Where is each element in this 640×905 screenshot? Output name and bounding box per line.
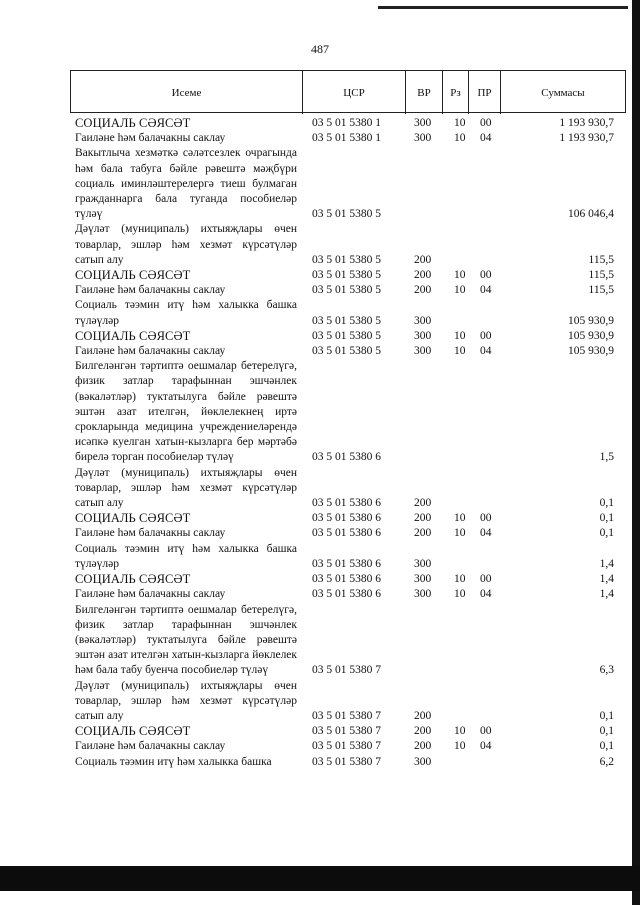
table-row — [0, 739, 640, 754]
row-vr: 300 — [414, 345, 432, 358]
row-sum: 1 193 930,7 — [559, 132, 614, 145]
row-name: Дәүләт (муниципаль) ихтыяҗлары өчен товарлар, эшләр һәм хезмәт күрсәтүләр сатып алу — [75, 223, 297, 266]
table-row — [0, 344, 640, 359]
table-row — [0, 587, 640, 602]
row-name: Гаиләне һәм балачакны саклау — [75, 740, 226, 753]
row-csr: 03 5 01 5380 6 — [312, 573, 381, 586]
row-csr: 03 5 01 5380 7 — [312, 755, 381, 768]
row-name: Гаиләне һәм балачакны саклау — [75, 527, 226, 540]
column-header-pr: ПР — [468, 71, 500, 114]
table-row — [0, 268, 640, 283]
top-scan-rule — [378, 6, 628, 9]
row-csr: 03 5 01 5380 5 — [312, 269, 381, 282]
table-row — [0, 146, 640, 222]
table-row — [0, 466, 640, 512]
row-name: СОЦИАЛЬ СӘЯСӘТ — [75, 328, 191, 343]
row-sum: 1 193 930,7 — [559, 117, 614, 129]
table-row — [0, 298, 640, 328]
row-name: СОЦИАЛЬ СӘЯСӘТ — [75, 268, 191, 283]
row-vr: 200 — [414, 527, 432, 540]
table-body — [0, 116, 640, 770]
table-row — [0, 222, 640, 268]
row-sum: 106 046,4 — [568, 208, 614, 221]
row-sum: 6,2 — [599, 755, 614, 768]
row-name: СОЦИАЛЬ СӘЯСӘТ — [75, 724, 191, 739]
row-csr: 03 5 01 5380 5 — [312, 284, 381, 297]
row-csr: 03 5 01 5380 6 — [312, 588, 381, 601]
row-name: Дәүләт (муниципаль) ихтыяҗлары өчен товарлар, эшләр һәм хезмәт күрсәтүләр сатып алу — [75, 679, 297, 722]
column-header-vr: ВР — [405, 71, 442, 114]
row-vr: 200 — [414, 269, 432, 282]
row-csr: 03 5 01 5380 1 — [312, 117, 381, 129]
row-vr: 200 — [414, 253, 432, 266]
table-row — [0, 131, 640, 146]
table-row — [0, 679, 640, 725]
row-vr: 200 — [414, 740, 432, 753]
row-sum: 0,1 — [599, 527, 614, 540]
bottom-scan-bar — [0, 866, 640, 891]
row-csr: 03 5 01 5380 5 — [312, 329, 381, 342]
row-name: Дәүләт (муниципаль) ихтыяҗлары өчен товарлар, эшләр һәм хезмәт күрсәтүләр сатып алу — [75, 466, 297, 510]
row-name: Гаиләне һәм балачакны саклау — [75, 345, 226, 358]
column-header-rz: Рз — [442, 71, 468, 114]
row-name: Гаиләне һәм балачакны саклау — [75, 132, 226, 145]
row-pr: 00 — [480, 512, 492, 525]
row-vr: 200 — [414, 725, 432, 738]
page-number: 487 — [311, 42, 329, 56]
row-pr: 04 — [480, 588, 492, 601]
column-header-sum: Суммасы — [500, 71, 625, 114]
row-rz: 10 — [454, 527, 466, 540]
row-sum: 0,1 — [599, 512, 614, 525]
table-row — [0, 603, 640, 679]
row-sum: 1,4 — [599, 557, 614, 570]
row-rz: 10 — [454, 512, 466, 525]
row-csr: 03 5 01 5380 7 — [312, 740, 381, 753]
row-rz: 10 — [454, 740, 466, 753]
row-vr: 200 — [414, 497, 432, 510]
row-csr: 03 5 01 5380 5 — [312, 314, 381, 327]
row-pr: 00 — [480, 117, 492, 129]
row-vr: 300 — [414, 573, 432, 586]
row-csr: 03 5 01 5380 7 — [312, 709, 381, 722]
row-vr: 300 — [414, 755, 432, 768]
row-pr: 00 — [480, 269, 492, 282]
row-csr: 03 5 01 5380 7 — [312, 664, 381, 677]
row-csr: 03 5 01 5380 6 — [312, 497, 381, 510]
table-row — [0, 283, 640, 298]
table-row — [0, 511, 640, 526]
row-pr: 04 — [480, 132, 492, 145]
table-row — [0, 572, 640, 587]
table-row — [0, 542, 640, 572]
column-header-csr: ЦСР — [302, 71, 405, 114]
row-vr: 300 — [414, 557, 432, 570]
row-rz: 10 — [454, 269, 466, 282]
row-csr: 03 5 01 5380 6 — [312, 451, 381, 464]
row-sum: 105 930,9 — [568, 345, 614, 358]
row-sum: 115,5 — [588, 253, 614, 266]
row-pr: 04 — [480, 284, 492, 297]
table-row — [0, 116, 640, 131]
row-vr: 300 — [414, 329, 432, 342]
row-rz: 10 — [454, 329, 466, 342]
column-header-name: Исеме — [171, 86, 202, 99]
row-pr: 04 — [480, 345, 492, 358]
table-row — [0, 724, 640, 739]
row-name: Социаль тәэмин итү һәм халыкка башка түләүләр — [75, 299, 297, 327]
row-vr: 200 — [414, 512, 432, 525]
row-csr: 03 5 01 5380 6 — [312, 527, 381, 540]
row-name: Билгеләнгән тәртиптә оешмалар бетерелүгә, физик затлар тарафыннан эшчәнлек (вәкаләтләр) туктатылуга бәйле рәвештә эштән азат ителгән, йөклелекнең иртә срокларында медицина учреждениеләрендә исәпкә куелган хатын-кызларга бер мәртәбә бирелә торган пособиеләр түләү — [75, 360, 297, 464]
row-sum: 6,3 — [599, 664, 614, 677]
row-csr: 03 5 01 5380 7 — [312, 725, 381, 738]
table-header — [70, 70, 626, 113]
row-sum: 105 930,9 — [568, 314, 614, 327]
row-name: Гаиләне һәм балачакны саклау — [75, 284, 226, 297]
table-row — [0, 359, 640, 465]
row-sum: 0,1 — [599, 725, 614, 738]
row-vr: 200 — [414, 284, 432, 297]
row-name: СОЦИАЛЬ СӘЯСӘТ — [75, 572, 191, 587]
row-sum: 0,1 — [599, 740, 614, 753]
row-pr: 00 — [480, 573, 492, 586]
row-sum: 1,4 — [599, 573, 614, 586]
row-sum: 1,5 — [599, 451, 614, 464]
row-csr: 03 5 01 5380 5 — [312, 345, 381, 358]
row-rz: 10 — [454, 117, 466, 129]
row-sum: 115,5 — [588, 269, 614, 282]
row-name: СОЦИАЛЬ СӘЯСӘТ — [75, 511, 191, 526]
row-name: СОЦИАЛЬ СӘЯСӘТ — [75, 116, 191, 130]
row-sum: 1,4 — [599, 588, 614, 601]
table-row — [0, 526, 640, 541]
row-name: Социаль тәэмин итү һәм халыкка башка — [75, 755, 272, 768]
row-name: Вакытлыча хезмәткә сәләтсезлек очрагында һәм бала табуга бәйле рәвештә мәҗбүри социаль иминләштерелергә тиеш булмаган гражданнарга бала туганда пособиеләр түләү — [75, 147, 297, 221]
row-vr: 300 — [414, 117, 432, 129]
row-rz: 10 — [454, 588, 466, 601]
row-rz: 10 — [454, 573, 466, 586]
row-name: Гаиләне һәм балачакны саклау — [75, 588, 226, 601]
row-vr: 300 — [414, 314, 432, 327]
row-csr: 03 5 01 5380 6 — [312, 512, 381, 525]
row-csr: 03 5 01 5380 6 — [312, 557, 381, 570]
row-vr: 300 — [414, 588, 432, 601]
row-rz: 10 — [454, 284, 466, 297]
row-csr: 03 5 01 5380 1 — [312, 132, 381, 145]
row-name: Социаль тәэмин итү һәм халыкка башка түләүләр — [75, 542, 297, 570]
row-pr: 00 — [480, 329, 492, 342]
row-name: Билгеләнгән тәртиптә оешмалар бетерелүгә, физик затлар тарафыннан эшчәнлек (вәкаләтләр) туктатылуга бәйле рәвештә эштән азат ителгән хатын-кызларга йөклелек һәм бала табу буенча пособиеләр түләү — [75, 603, 297, 677]
row-csr: 03 5 01 5380 5 — [312, 253, 381, 266]
row-pr: 04 — [480, 527, 492, 540]
table-row — [0, 329, 640, 344]
table-row — [0, 755, 640, 770]
row-csr: 03 5 01 5380 5 — [312, 208, 381, 221]
row-rz: 10 — [454, 345, 466, 358]
row-sum: 0,1 — [599, 709, 614, 722]
row-sum: 105 930,9 — [568, 329, 614, 342]
row-sum: 0,1 — [599, 497, 614, 510]
row-vr: 200 — [414, 709, 432, 722]
row-pr: 04 — [480, 740, 492, 753]
row-rz: 10 — [454, 132, 466, 145]
row-pr: 00 — [480, 725, 492, 738]
row-rz: 10 — [454, 725, 466, 738]
row-vr: 300 — [414, 132, 432, 145]
row-sum: 115,5 — [588, 284, 614, 297]
